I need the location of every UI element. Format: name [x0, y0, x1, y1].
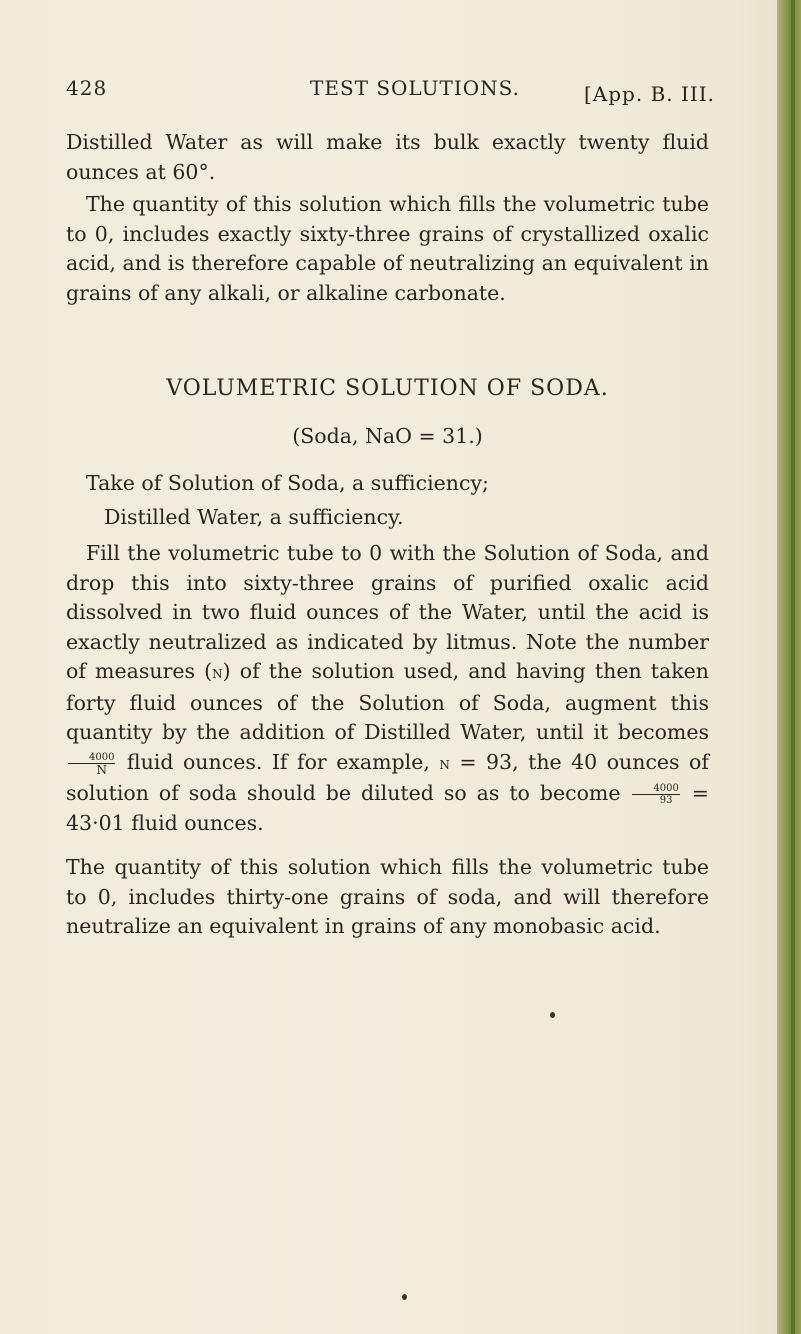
- fraction-4000-over-n: [68, 751, 115, 779]
- paragraph-procedure: [66, 539, 709, 838]
- page-number: 428: [66, 76, 108, 100]
- ink-speck: [550, 1012, 555, 1018]
- symbol-n: n: [212, 663, 223, 683]
- book-spine-edge: [777, 0, 801, 1334]
- chemical-formula: (Soda, NaO = 31.): [292, 424, 483, 448]
- fraction-4000-over-93: [632, 783, 679, 806]
- book-spine-shadow: [791, 0, 795, 1334]
- procedure-text-c: fluid ounces. If for example,: [117, 749, 440, 774]
- ingredient-soda: Take of Solution of Soda, a sufficiency;: [86, 471, 489, 495]
- page-header: [66, 76, 716, 106]
- fraction-denominator: n: [96, 758, 107, 779]
- symbol-n: n: [439, 753, 450, 774]
- fraction-numerator: 4000: [68, 752, 115, 764]
- ink-speck: [402, 1294, 407, 1300]
- ingredient-water: Distilled Water, a sufficiency.: [104, 505, 404, 529]
- procedure-text-e: = 43·01 fluid ounces.: [66, 781, 709, 835]
- fraction-denominator: 93: [659, 795, 673, 806]
- procedure-text-b: ) of the solution used, and having then taken forty fluid ounces of the Solution of Soda, augment this quantity by the addition of Distilled Water, until it becomes: [66, 659, 709, 744]
- running-title: TEST SOLUTIONS.: [310, 76, 520, 100]
- paragraph-soda-quantity: The quantity of this solution which fills the volumetric tube to 0, includes thirty-one grains of soda, and will therefore neutralize an equivalent in grains of any monobasic acid.: [66, 855, 709, 938]
- section-heading: VOLUMETRIC SOLUTION OF SODA.: [166, 376, 609, 401]
- paragraph-continuation: Distilled Water as will make its bulk exactly twenty fluid ounces at 60°.: [66, 130, 709, 184]
- section-reference: [App. B. III.: [584, 82, 716, 106]
- fraction-numerator: 4000: [632, 783, 679, 795]
- paragraph-oxalic-quantity: The quantity of this solution which fills the volumetric tube to 0, includes exactly sixty-three grains of crystallized oxalic acid, and is therefore capable of neutralizing an equivalent in grains of any alkali, or alkaline carbonate.: [66, 192, 709, 305]
- procedure-text-d: = 93, the 40 ounces of solution of soda should be diluted so as to become: [66, 749, 709, 805]
- procedure-text-a: Fill the volumetric tube to 0 with the Solution of Soda, and drop this into sixty-three grains of purified oxalic acid dissolved in two fluid ounces of the Water, until the acid is exactly neutralized as indicated by litmus. Note the number of measures (: [66, 541, 709, 683]
